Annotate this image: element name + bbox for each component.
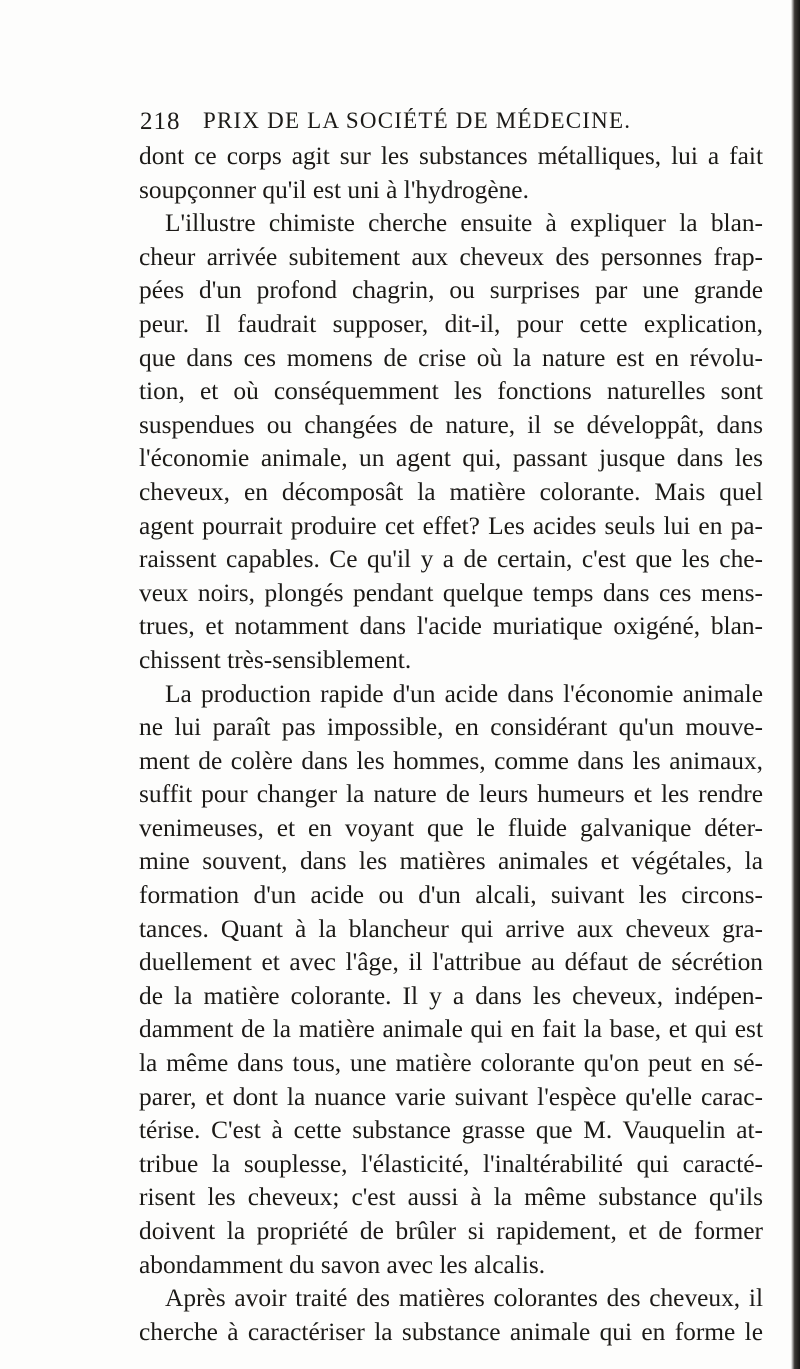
text-line: La production rapide d'un acide dans l'économie animale xyxy=(165,679,763,708)
text-line: suspendues ou changées de nature, il se développât, dans xyxy=(139,410,763,439)
text-line: de la matière colorante. Il y a dans les cheveux, indépen- xyxy=(139,981,763,1010)
text-line: veux noirs, plongés pendant quelque temps dans ces mens- xyxy=(139,578,763,607)
text-line: cherche à caractériser la substance animale qui en forme le xyxy=(139,1317,763,1346)
text-line: damment de la matière animale qui en fait la base, et qui est xyxy=(139,1015,763,1044)
body-text xyxy=(139,140,763,1349)
text-line: doivent la propriété de brûler si rapidement, et de former xyxy=(139,1217,763,1245)
text-line: raissent capables. Ce qu'il y a de certain, c'est que les che- xyxy=(139,545,763,574)
text-line: agent pourrait produire cet effet? Les acides seuls lui en pa- xyxy=(139,511,763,540)
text-line: dont ce corps agit sur les substances métalliques, lui a fait xyxy=(139,142,763,170)
text-line: pées d'un profond chagrin, ou surprises par une grande xyxy=(139,276,763,305)
text-line: peur. Il faudrait supposer, dit-il, pour cette explication, xyxy=(139,309,763,338)
running-title: PRIX DE LA SOCIÉTÉ DE MÉDECINE. xyxy=(203,108,632,133)
text-line: tances. Quant à la blancheur qui arrive aux cheveux gra- xyxy=(139,914,763,943)
text-line: L'illustre chimiste cherche ensuite à expliquer la blan- xyxy=(165,209,763,238)
page-number: 218 xyxy=(140,108,181,135)
text-line: ment de colère dans les hommes, comme dans les animaux, xyxy=(139,746,763,775)
text-line: la même dans tous, une matière colorante qu'on peut en sé- xyxy=(139,1049,763,1078)
text-line: tribue la souplesse, l'élasticité, l'inaltérabilité qui caracté- xyxy=(139,1149,763,1178)
text-line: mine souvent, dans les matières animales et végétales, la xyxy=(139,847,763,876)
text-line: tion, et où conséquemment les fonctions naturelles sont xyxy=(139,377,763,406)
text-line: abondamment du savon avec les alcalis. xyxy=(139,1250,546,1279)
text-line: venimeuses, et en voyant que le fluide galvanique déter- xyxy=(139,813,763,842)
text-line: trues, et notamment dans l'acide muriatique oxigéné, blan- xyxy=(139,612,763,641)
text-line: formation d'un acide ou d'un alcali, suivant les circons- xyxy=(139,881,763,910)
page-edge-shadow xyxy=(791,0,800,1369)
text-line: soupçonner qu'il est uni à l'hydrogène. xyxy=(139,175,529,204)
text-line: suffit pour changer la nature de leurs humeurs et les rendre xyxy=(139,780,763,809)
text-line: ne lui paraît pas impossible, en considérant qu'un mouve- xyxy=(139,713,763,742)
running-header xyxy=(140,108,770,138)
text-line: parer, et dont la nuance varie suivant l'espèce qu'elle carac- xyxy=(139,1082,763,1111)
text-line: risent les cheveux; c'est aussi à la même substance qu'ils xyxy=(139,1183,763,1212)
text-line: l'économie animale, un agent qui, passant jusque dans les xyxy=(139,444,763,473)
text-line: cheur arrivée subitement aux cheveux des personnes frap- xyxy=(139,242,763,271)
text-line: térise. C'est à cette substance grasse que M. Vauquelin at- xyxy=(139,1116,763,1145)
text-line: duellement et avec l'âge, il l'attribue au défaut de sécrétion xyxy=(139,948,763,977)
text-line: que dans ces momens de crise où la nature est en révolu- xyxy=(139,343,763,372)
text-line: Après avoir traité des matières colorantes des cheveux, il xyxy=(165,1284,763,1313)
text-line: chissent très-sensiblement. xyxy=(139,645,412,674)
text-line: cheveux, en décomposât la matière colorante. Mais quel xyxy=(139,477,763,506)
